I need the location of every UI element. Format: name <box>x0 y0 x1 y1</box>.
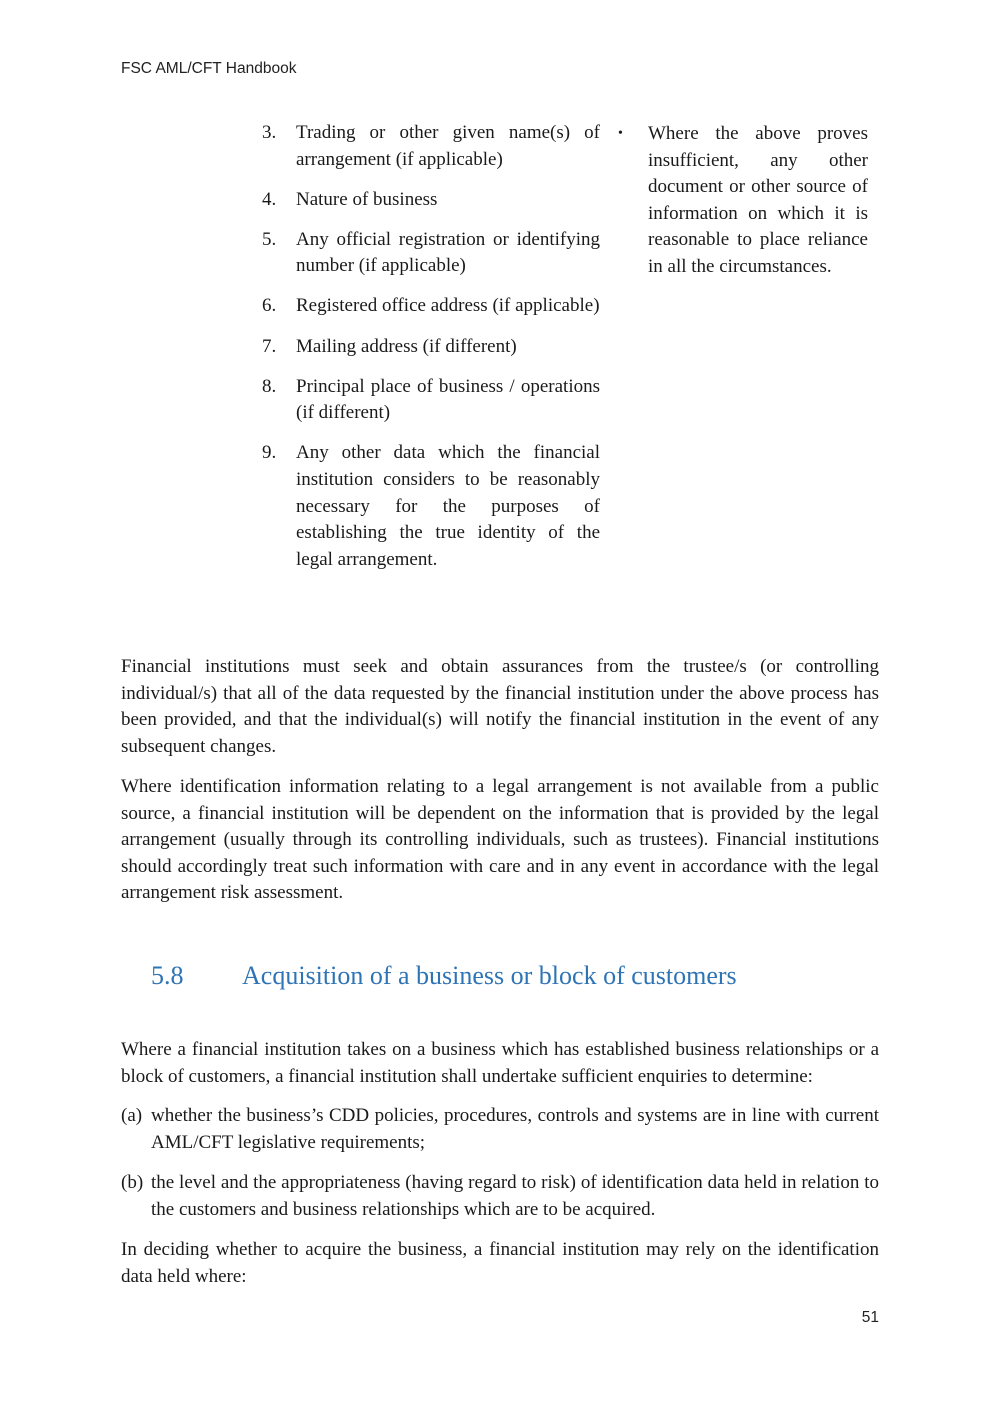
lettered-item-label: (b) <box>121 1172 144 1193</box>
side-bullet-text: Where the above proves insufficient, any other document or other source of information on which it is reasonable to place reliance in all the circumstances. <box>648 123 868 277</box>
list-item <box>262 440 600 573</box>
list-item-text: Trading or other given name(s) of arrangement (if applicable) <box>296 122 600 170</box>
list-item-text: Registered office address (if applicable) <box>296 295 600 317</box>
closing-paragraph: In deciding whether to acquire the business, a financial institution may rely on the identification data held where: <box>121 1239 879 1287</box>
list-item <box>262 293 600 320</box>
list-item-number: 4. <box>262 188 277 210</box>
list-item-text: Any official registration or identifying number (if applicable) <box>296 228 600 277</box>
list-item-text: Nature of business <box>296 188 438 210</box>
bullet-icon: • <box>618 126 623 141</box>
list-item <box>262 187 600 214</box>
list-item <box>262 227 600 280</box>
list-item-number: 7. <box>262 335 277 357</box>
list-item <box>262 374 600 427</box>
list-item-text: Principal place of business / operations (if different) <box>296 375 600 424</box>
list-item-number: 9. <box>262 442 277 464</box>
lettered-item <box>121 1170 879 1223</box>
page-number: 51 <box>861 1309 879 1326</box>
list-item-number: 5. <box>262 228 277 250</box>
list-item-number: 6. <box>262 295 277 317</box>
running-header: FSC AML/CFT Handbook <box>121 60 297 77</box>
paragraph: Where identification information relating to a legal arrangement is not available from a public source, a financial institution will be dependent on the information that is provided by the legal arrangement (usually through its controlling individuals, such as trustees). Financial institutions should accordingly treat such information with care and in any event in accordance with the legal arrangement risk assessment. <box>121 776 879 904</box>
section-intro: Where a financial institution takes on a business which has established business relationships or a block of customers, a financial institution shall undertake sufficient enquiries to determine: <box>121 1039 879 1087</box>
list-item-number: 8. <box>262 375 277 397</box>
side-bullet <box>614 121 868 281</box>
lettered-item-text: the level and the appropriateness (having regard to risk) of identification data held in relation to the customers and business relationships which are to be acquired. <box>151 1172 879 1220</box>
paragraph: Financial institutions must seek and obtain assurances from the trustee/s (or controlling individual/s) that all of the data requested by the financial institution under the above process has been provided, and that the individual(s) will notify the financial institution in the event of any subsequent changes. <box>121 656 879 757</box>
section-number: 5.8 <box>151 961 184 990</box>
list-item <box>262 120 600 173</box>
list-item-text: Any other data which the financial institution considers to be reasonably necessary for the purposes of establishing the true identity of the legal arrangement. <box>296 442 600 570</box>
numbered-list <box>262 120 600 587</box>
list-item-text: Mailing address (if different) <box>296 335 517 357</box>
lettered-item-text: whether the business’s CDD policies, procedures, controls and systems are in line with current AML/CFT legislative requirements; <box>151 1105 879 1153</box>
list-item <box>262 334 600 361</box>
lettered-item <box>121 1103 879 1156</box>
lettered-item-label: (a) <box>121 1105 143 1126</box>
section-heading <box>151 961 911 991</box>
section-title: Acquisition of a business or block of customers <box>242 961 737 990</box>
list-item-number: 3. <box>262 122 277 143</box>
